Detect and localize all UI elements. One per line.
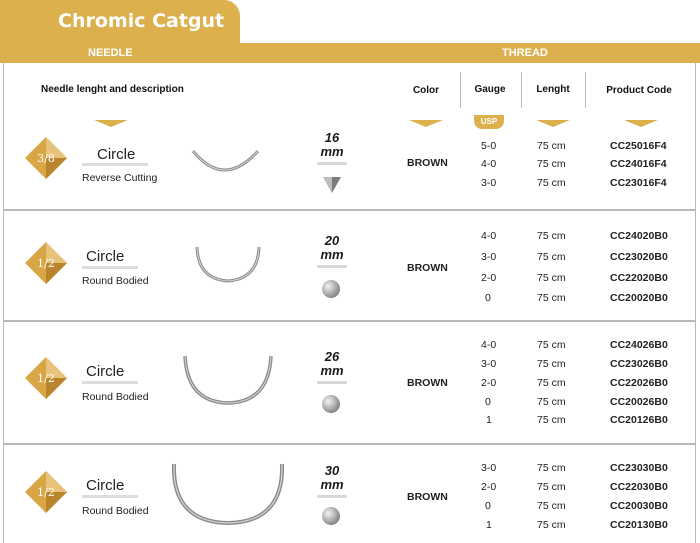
diamond-badge-icon [24,470,68,514]
size-unit: mm [320,144,344,159]
column-divider [460,72,461,108]
length-value: 75 cm [537,177,566,189]
needle-desc-header: Needle lenght and description [41,84,184,95]
length-value: 75 cm [537,272,566,284]
gauge-value: 0 [485,292,491,304]
product-code: CC23026B0 [610,358,668,370]
thread-color: BROWN [407,491,448,503]
row-divider [3,443,696,445]
row-divider [3,320,696,322]
size-underline [317,495,347,498]
length-header: Lenght [536,84,570,95]
product-code: CC24016F4 [610,158,667,170]
size-underline [317,381,347,384]
product-code: CC20130B0 [610,519,668,531]
needle-size [312,234,352,262]
row-divider [3,209,696,211]
shape-underline [82,381,138,384]
size-value: 16 [324,130,340,145]
product-code: CC23030B0 [610,462,668,474]
gauge-header: Gauge [474,84,506,95]
product-code: CC23020B0 [610,251,668,263]
gauge-value: 4-0 [481,158,497,170]
length-value: 75 cm [537,358,566,370]
fraction-label: 1/2 [37,486,55,499]
product-code: CC20020B0 [610,292,668,304]
gauge-value: 4-0 [481,230,497,242]
gauge-value: 5-0 [481,140,497,152]
gauge-value: 4-0 [481,339,497,351]
product-code: CC20126B0 [610,414,668,426]
length-value: 75 cm [537,519,566,531]
thread-heading: THREAD [502,47,548,59]
fraction-label: 1/2 [37,372,55,385]
column-divider [521,72,522,108]
length-marker-icon [536,120,570,127]
color-header: Color [412,85,440,96]
gauge-value: 3-0 [481,462,497,474]
needle-curve-icon [180,352,276,408]
gauge-value: 0 [485,500,491,512]
section-band [0,43,700,63]
size-unit: mm [320,363,344,378]
gauge-value: 0 [485,396,491,408]
product-code: CC24020B0 [610,230,668,242]
product-code: CC22020B0 [610,272,668,284]
needle-curve-icon [188,145,264,181]
gauge-value: 3-0 [481,358,497,370]
length-value: 75 cm [537,481,566,493]
shape-label: Circle [97,146,136,163]
length-value: 75 cm [537,462,566,474]
size-value: 20 [324,233,340,248]
product-code: CC24026B0 [610,339,668,351]
product-code: CC22026B0 [610,377,668,389]
length-value: 75 cm [537,140,566,152]
length-value: 75 cm [537,339,566,351]
needle-heading: NEEDLE [88,47,133,59]
needle-description: Reverse Cutting [82,172,158,184]
fraction-label: 3/8 [37,152,55,165]
product-code: CC25016F4 [610,140,667,152]
thread-color: BROWN [407,157,448,169]
needle-size [312,350,352,378]
needle-description: Round Bodied [82,505,149,517]
diamond-badge-icon [24,356,68,400]
diamond-badge-icon [24,136,68,180]
length-value: 75 cm [537,500,566,512]
thread-color: BROWN [407,262,448,274]
size-value: 30 [324,463,340,478]
shape-underline [82,163,148,166]
round-section-icon [321,279,341,299]
size-value: 26 [324,349,340,364]
gauge-value: 2-0 [481,377,497,389]
page-title: Chromic Catgut [0,0,240,43]
needle-curve-icon [168,458,288,530]
needle-description: Round Bodied [82,391,149,403]
product-code: CC22030B0 [610,481,668,493]
gauge-value: 3-0 [481,251,497,263]
size-underline [317,162,347,165]
diamond-badge-icon [24,241,68,285]
gauge-value: 1 [486,519,492,531]
column-divider [585,72,586,108]
needle-size [312,464,352,492]
shape-label: Circle [86,363,125,380]
length-value: 75 cm [537,396,566,408]
color-marker-icon [409,120,443,127]
gauge-value: 2-0 [481,481,497,493]
round-section-icon [321,506,341,526]
length-value: 75 cm [537,230,566,242]
shape-label: Circle [86,248,125,265]
needle-size [312,131,352,159]
round-section-icon [321,394,341,414]
needle-description: Round Bodied [82,275,149,287]
fraction-label: 1/2 [37,257,55,270]
size-unit: mm [320,477,344,492]
product-code: CC23016F4 [610,177,667,189]
size-underline [317,265,347,268]
length-value: 75 cm [537,292,566,304]
usp-badge: USP [474,115,504,129]
length-value: 75 cm [537,158,566,170]
length-value: 75 cm [537,414,566,426]
product-code-header: Product Code [606,85,672,96]
shape-underline [82,495,138,498]
product-code: CC20026B0 [610,396,668,408]
length-value: 75 cm [537,377,566,389]
triangle-section-icon [322,174,342,194]
gauge-value: 2-0 [481,272,497,284]
gauge-value: 1 [486,414,492,426]
shape-label: Circle [86,477,125,494]
needle-curve-icon [192,243,266,285]
length-value: 75 cm [537,251,566,263]
gauge-value: 3-0 [481,177,497,189]
thread-color: BROWN [407,377,448,389]
code-marker-icon [624,120,658,127]
size-unit: mm [320,247,344,262]
needle-marker-icon [94,120,128,127]
product-code: CC20030B0 [610,500,668,512]
shape-underline [82,266,138,269]
